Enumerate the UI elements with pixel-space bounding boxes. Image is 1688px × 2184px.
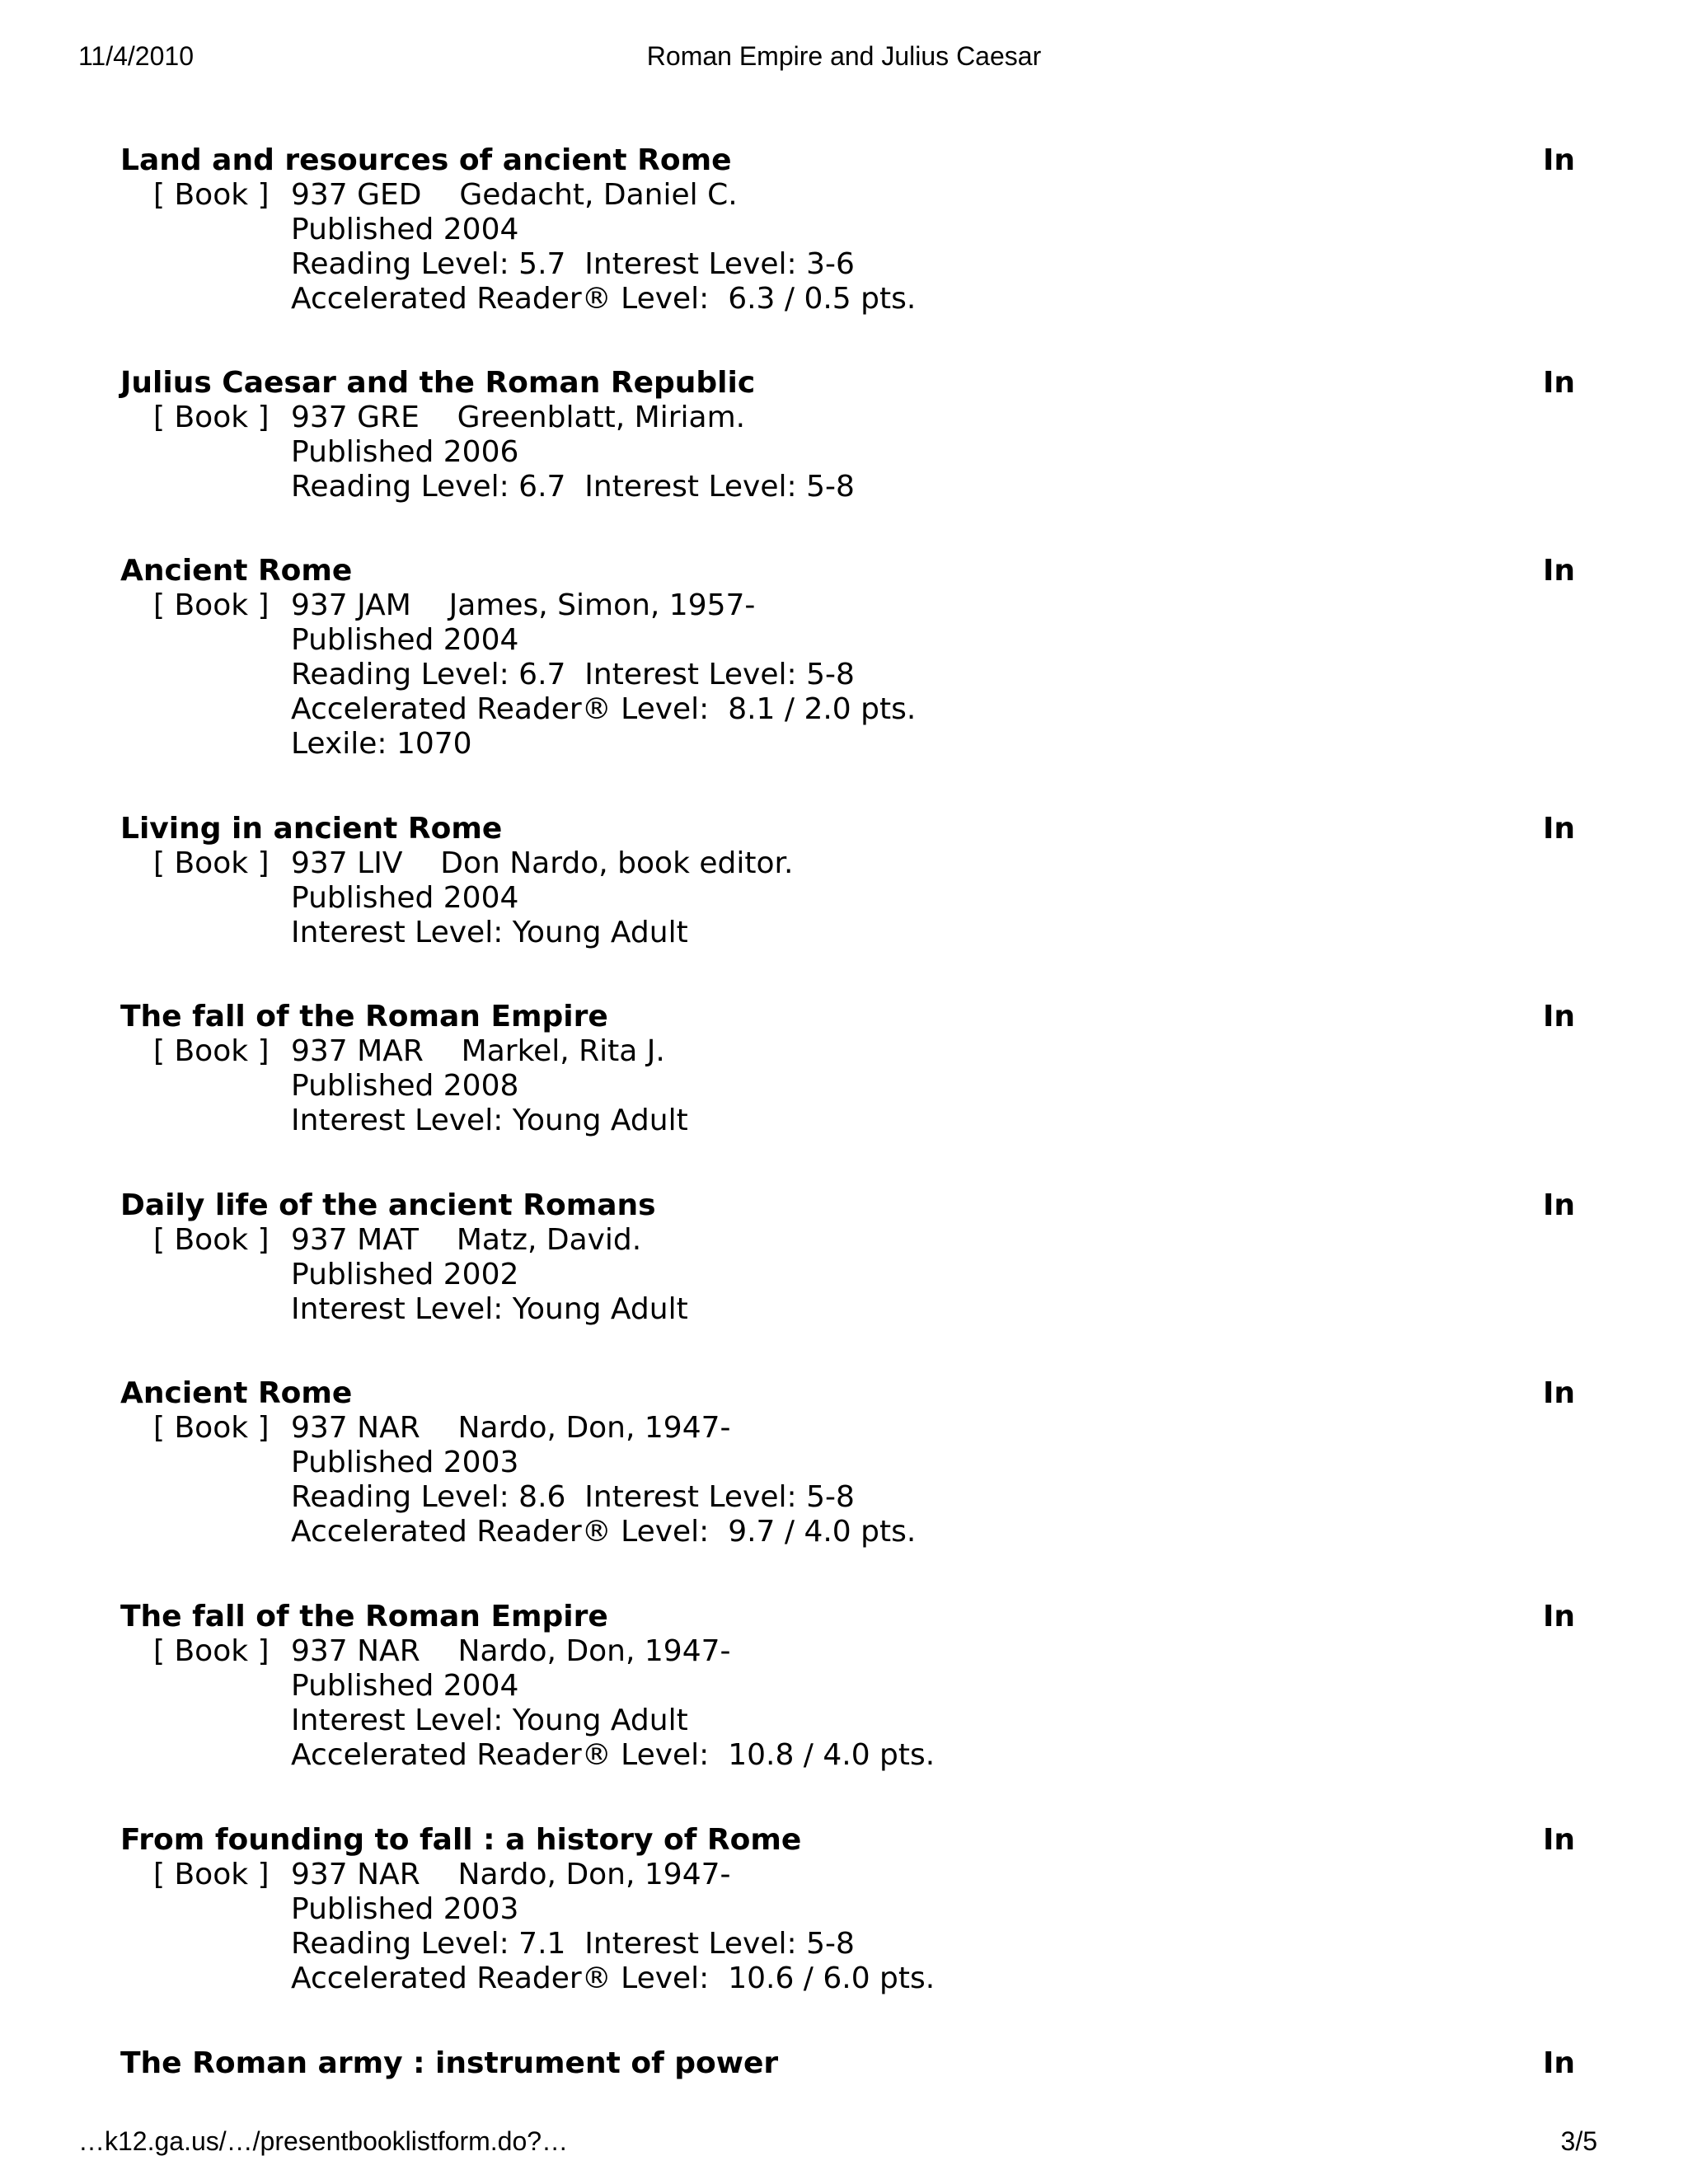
call-number: 937 MAT	[291, 1223, 420, 1257]
availability-status: In	[1542, 1188, 1575, 1222]
book-entry	[120, 554, 1587, 762]
detail-line: Published 2004	[291, 623, 519, 657]
material-type: [ Book ]	[153, 1858, 270, 1891]
book-title[interactable]: Ancient Rome	[120, 554, 353, 588]
book-entry	[120, 366, 1587, 504]
call-number: 937 LIV	[291, 846, 403, 880]
availability-status: In	[1542, 366, 1575, 400]
detail-line: Accelerated Reader® Level: 6.3 / 0.5 pts.	[291, 282, 917, 316]
call-number: 937 GRE	[291, 401, 420, 434]
author: Nardo, Don, 1947-	[457, 1634, 731, 1668]
detail-line: Interest Level: Young Adult	[291, 1292, 688, 1326]
book-title[interactable]: The fall of the Roman Empire	[120, 1600, 608, 1633]
material-type: [ Book ]	[153, 846, 270, 880]
call-line	[120, 846, 1587, 881]
book-entry	[120, 143, 1587, 316]
cutoff-detail-line	[291, 54, 916, 96]
call-number: 937 JAM	[291, 588, 411, 622]
book-title[interactable]: Julius Caesar and the Roman Republic	[120, 366, 756, 400]
call-number: 937 GED	[291, 178, 422, 212]
call-number: 937 MAR	[291, 1034, 424, 1068]
detail-line: Reading Level: 6.7 Interest Level: 5-8	[291, 470, 855, 504]
call-line	[120, 1223, 1587, 1258]
details	[291, 881, 1587, 950]
availability-status: In	[1542, 1823, 1575, 1857]
book-title[interactable]: Daily life of the ancient Romans	[120, 1188, 656, 1222]
details	[291, 623, 1587, 762]
detail-line: Published 2008	[291, 1069, 519, 1103]
author: Greenblatt, Miriam.	[457, 401, 746, 434]
detail-line: Accelerated Reader® Level: 10.6 / 6.0 pts.	[291, 1961, 935, 1995]
book-entry	[120, 1600, 1587, 1773]
detail-line: Published 2002	[291, 1258, 519, 1291]
detail-line: Interest Level: Young Adult	[291, 916, 688, 949]
call-line	[120, 1858, 1587, 1892]
detail-line: Published 2004	[291, 1669, 519, 1703]
detail-line: Interest Level: Young Adult	[291, 1104, 688, 1137]
detail-line: Published 2003	[291, 1446, 519, 1479]
material-type: [ Book ]	[153, 401, 270, 434]
call-number: 937 NAR	[291, 1411, 420, 1445]
detail-line: Reading Level: 6.7 Interest Level: 5-8	[291, 658, 855, 691]
availability-status: In	[1542, 1000, 1575, 1033]
book-entry	[120, 812, 1587, 950]
details	[291, 1892, 1587, 1996]
book-entry	[120, 1376, 1587, 1549]
availability-status: In	[1542, 2046, 1575, 2080]
call-number: 937 NAR	[291, 1858, 420, 1891]
details	[291, 435, 1587, 504]
availability-status: In	[1542, 1600, 1575, 1633]
availability-status: In	[1542, 554, 1575, 588]
book-title[interactable]: Living in ancient Rome	[120, 812, 503, 846]
author: Don Nardo, book editor.	[440, 846, 794, 880]
detail-line: Lexile: 1070	[291, 727, 472, 761]
call-line	[120, 401, 1587, 435]
author: James, Simon, 1957-	[448, 588, 756, 622]
book-title[interactable]: Land and resources of ancient Rome	[120, 143, 732, 177]
book-entry	[120, 1000, 1587, 1138]
author: Matz, David.	[456, 1223, 642, 1257]
availability-status: In	[1542, 812, 1575, 846]
availability-status: In	[1542, 1376, 1575, 1410]
author: Nardo, Don, 1947-	[457, 1858, 731, 1891]
availability-status: In	[1542, 143, 1575, 177]
book-title[interactable]: Ancient Rome	[120, 1376, 353, 1410]
detail-line: Reading Level: 8.6 Interest Level: 5-8	[291, 1480, 855, 1514]
call-line	[120, 1634, 1587, 1669]
book-title[interactable]: The fall of the Roman Empire	[120, 1000, 608, 1033]
details	[291, 1258, 1587, 1327]
book-entry	[120, 1188, 1587, 1327]
detail-line: Published 2006	[291, 435, 519, 469]
detail-line: Published 2004	[291, 881, 519, 915]
book-entry	[120, 2046, 1587, 2081]
call-line	[120, 1034, 1587, 1069]
call-line	[120, 588, 1587, 623]
page-title: Roman Empire and Julius Caesar	[646, 41, 1042, 71]
detail-line: Reading Level: 5.7 Interest Level: 3-6	[291, 247, 855, 281]
call-line	[120, 1411, 1587, 1446]
material-type: [ Book ]	[153, 588, 270, 622]
author: Markel, Rita J.	[461, 1034, 665, 1068]
book-title[interactable]: The Roman army : instrument of power	[120, 2046, 779, 2080]
material-type: [ Book ]	[153, 1223, 270, 1257]
material-type: [ Book ]	[153, 178, 270, 212]
material-type: [ Book ]	[153, 1034, 270, 1068]
details	[291, 1669, 1587, 1773]
material-type: [ Book ]	[153, 1634, 270, 1668]
details	[291, 1069, 1587, 1138]
author: Nardo, Don, 1947-	[457, 1411, 731, 1445]
book-entry	[120, 1823, 1587, 1996]
page-number: 3/5	[1560, 2126, 1597, 2156]
print-date: 11/4/2010	[78, 41, 194, 71]
detail-line: Published 2004	[291, 213, 519, 246]
material-type: [ Book ]	[153, 1411, 270, 1445]
detail-line: Accelerated Reader® Level: 8.1 / 2.0 pts.	[291, 692, 917, 726]
details	[291, 1446, 1587, 1549]
call-line	[120, 178, 1587, 213]
detail-line: Interest Level: Young Adult	[291, 1704, 688, 1737]
detail-line: Accelerated Reader® Level: 9.7 / 4.0 pts.	[291, 1515, 917, 1549]
call-number: 937 NAR	[291, 1634, 420, 1668]
footer-url: …k12.ga.us/…/presentbooklistform.do?…	[78, 2126, 569, 2156]
author: Gedacht, Daniel C.	[459, 178, 738, 212]
details	[291, 213, 1587, 316]
detail-line: Accelerated Reader® Level: 10.8 / 4.0 pts.	[291, 1738, 935, 1772]
detail-line: Reading Level: 7.1 Interest Level: 5-8	[291, 1927, 855, 1961]
book-title[interactable]: From founding to fall : a history of Rome	[120, 1823, 802, 1857]
detail-line: Published 2003	[291, 1892, 519, 1926]
